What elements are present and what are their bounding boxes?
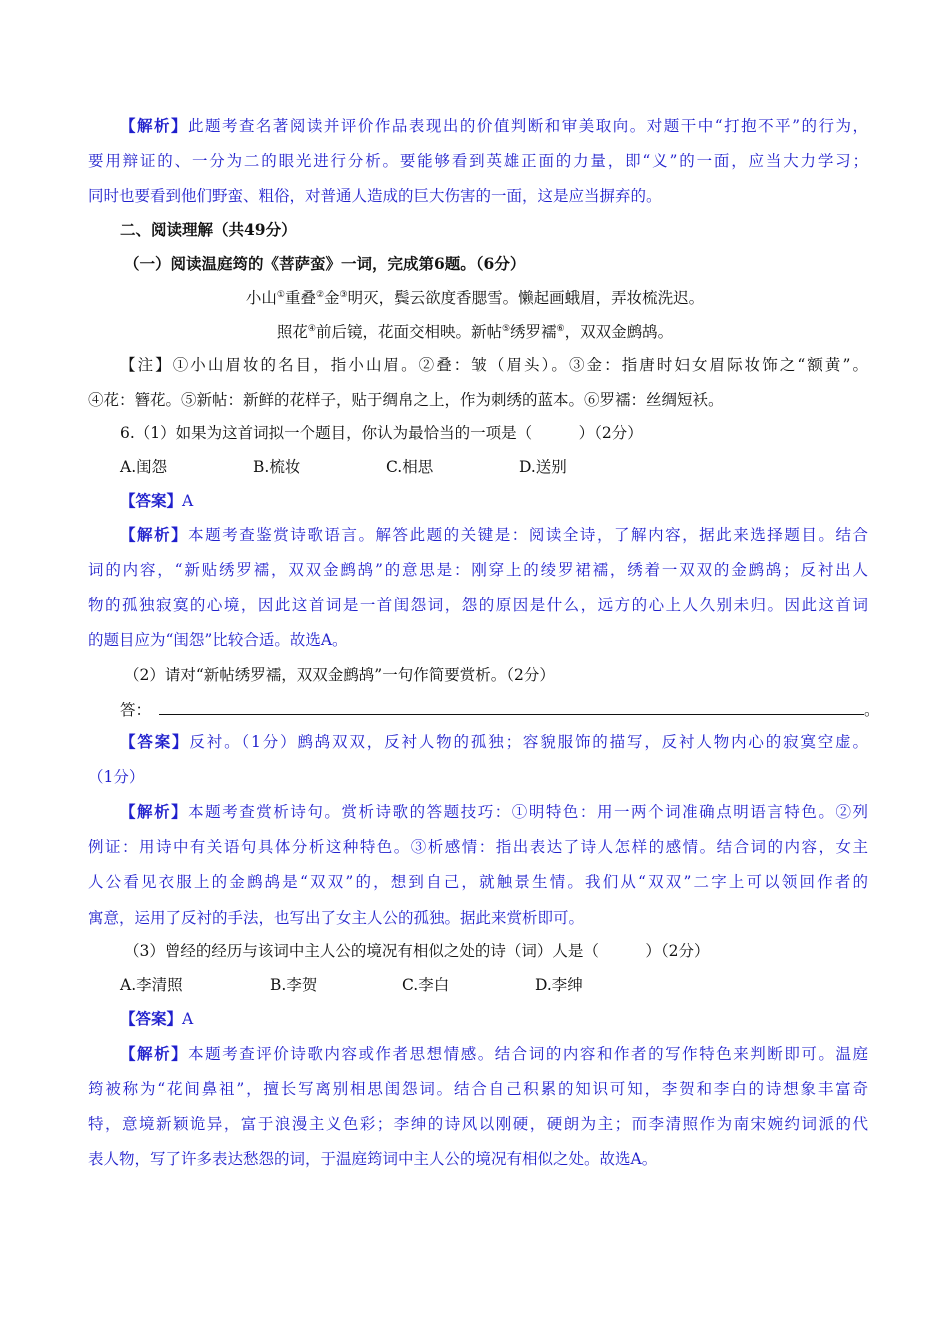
option-d: D.李绅: [535, 976, 583, 994]
option-a: A.闺怨: [120, 458, 168, 476]
text: 重叠: [284, 289, 316, 307]
poem-line-1: [0, 286, 950, 310]
analysis-line: 特，意境新颖诡异，富于浪漫主义色彩；李绅的诗风以刚硬，硬朗为主；而李清照作为南宋婉约词派的代: [88, 1115, 868, 1133]
question-stem: 6.（1）如果为这首词拟一个题目，你认为最恰当的一项是（ ）（2分）: [120, 424, 643, 442]
option-d: D.送别: [519, 458, 567, 476]
answer-value: 反衬。（1分）鹧鸪双双，反衬人物的孤独；容貌服饰的描写，反衬人物内心的寂寞空虚。: [189, 733, 868, 751]
option-c: C.李白: [402, 976, 450, 994]
answer-tag: 【答案】: [120, 491, 183, 510]
text: ，双双金鹧鸪。: [564, 323, 674, 341]
footnote-mark: ⑤: [501, 323, 511, 334]
answer-blank-line: [120, 698, 880, 722]
text: 前后镜，花面交相映。新帖: [315, 323, 502, 341]
answer-line: （1分）: [88, 768, 145, 786]
text: 。: [864, 701, 880, 719]
analysis-line: 表人物，写了许多表达愁怨的词，于温庭筠词中主人公的境况有相似之处。故选A。: [88, 1150, 658, 1168]
analysis-line: [120, 800, 868, 824]
answer-value: A: [182, 492, 194, 510]
analysis-line: 物的孤独寂寞的心境，因此这首词是一首闺怨词，怨的原因是什么，远方的心上人久别未归。因此这首词: [88, 596, 868, 614]
analysis-line: 要用辩证的、一分为二的眼光进行分析。要能够看到英雄正面的力量，即“义”的一面，应当大力学习；: [88, 152, 868, 170]
footnote-mark: ③: [339, 289, 348, 300]
footnote-mark: ⑥: [556, 323, 565, 334]
analysis-line: 例证：用诗中有关语句具体分析这种特色。③析感情：指出表达了诗人怎样的感情。结合词的内容，女主: [88, 838, 868, 856]
analysis-line: 的题目应为“闺怨”比较合适。故选A。: [88, 631, 348, 649]
answer-tag: 【答案】: [120, 1009, 183, 1028]
text: 金: [324, 289, 340, 307]
answer-label: 答：: [120, 701, 152, 719]
analysis-line: 同时也要看到他们野蛮、粗俗，对普通人造成的巨大伤害的一面，这是应当摒弃的。: [88, 187, 662, 205]
option-b: B.李贺: [270, 976, 318, 994]
analysis-line: 寓意，运用了反衬的手法，也写出了女主人公的孤独。据此来赏析即可。: [88, 909, 585, 927]
question-stem: （2）请对“新帖绣罗襦，双双金鹧鸪”一句作简要赏析。（2分）: [124, 666, 555, 684]
option-a: A.李清照: [120, 976, 183, 994]
note-line: [120, 353, 868, 377]
footnote-mark: ②: [315, 289, 325, 300]
analysis-tag: 【解析】: [120, 525, 189, 544]
answer-line: [120, 489, 868, 513]
text: 此题考查名著阅读并评价作品表现出的价值判断和审美取向。对题干中“打抱不平”的行为，: [187, 117, 868, 135]
section-heading: 二、阅读理解（共49分）: [120, 220, 297, 239]
answer-blank[interactable]: [159, 698, 864, 715]
footnote-mark: ④: [307, 323, 316, 334]
analysis-line: [120, 114, 868, 138]
analysis-line: 筠被称为“花间鼻祖”，擅长写离别相思闺怨词。结合自己积累的知识可知，李贺和李白的诗想象丰富奇: [88, 1080, 868, 1098]
options: [120, 455, 868, 479]
analysis-line: [120, 1042, 868, 1066]
answer-tag: 【答案】: [120, 732, 190, 751]
answer-line: [120, 1007, 868, 1031]
text: 明灭，鬓云欲度香腮雪。懒起画蛾眉，弄妆梳洗迟。: [347, 289, 705, 307]
note-tag: 【注】: [120, 356, 173, 374]
text: ①小山眉妆的名目，指小山眉。②叠：皱（眉头）。③金：指唐时妇女眉际妆饰之“额黄”。: [172, 356, 868, 374]
analysis-tag: 【解析】: [120, 802, 189, 821]
subsection-heading: （一）阅读温庭筠的《菩萨蛮》一词，完成第6题。（6分）: [124, 254, 526, 273]
poem-line-2: [0, 320, 950, 344]
answer-value: A: [182, 1010, 194, 1028]
analysis-tag: 【解析】: [120, 1044, 189, 1063]
analysis-line: 人公看见衣服上的金鹧鸪是“双双”的，想到自己，就触景生情。我们从“双双”二字上可以领回作者的: [88, 873, 868, 891]
footnote-mark: ①: [276, 289, 285, 300]
text: 小山: [245, 289, 277, 307]
options: [120, 973, 868, 997]
text: 照花: [276, 323, 308, 341]
question-stem: （3）曾经的经历与该词中主人公的境况有相似之处的诗（词）人是（ ）（2分）: [124, 942, 710, 960]
analysis-tag: 【解析】: [120, 116, 188, 135]
analysis-line: 词的内容，“新贴绣罗襦，双双金鹧鸪”的意思是：刚穿上的绫罗裙襦，绣着一双双的金鹧鸪；反衬出人: [88, 561, 868, 579]
answer-line: [120, 730, 868, 754]
analysis-line: [120, 523, 868, 547]
text: 本题考查赏析诗句。赏析诗歌的答题技巧：①明特色：用一两个词准确点明语言特色。②列: [188, 803, 868, 821]
text: 本题考查评价诗歌内容或作者思想情感。结合词的内容和作者的写作特色来判断即可。温庭: [188, 1045, 868, 1063]
text: 本题考查鉴赏诗歌语言。解答此题的关键是：阅读全诗，了解内容，据此来选择题目。结合: [188, 526, 868, 544]
option-b: B.梳妆: [253, 458, 301, 476]
option-c: C.相思: [386, 458, 434, 476]
note-line: ④花：簪花。⑤新帖：新鲜的花样子，贴于绸帛之上，作为刺绣的蓝本。⑥罗襦：丝绸短袄。: [88, 391, 724, 409]
text: 绣罗襦: [510, 323, 557, 341]
